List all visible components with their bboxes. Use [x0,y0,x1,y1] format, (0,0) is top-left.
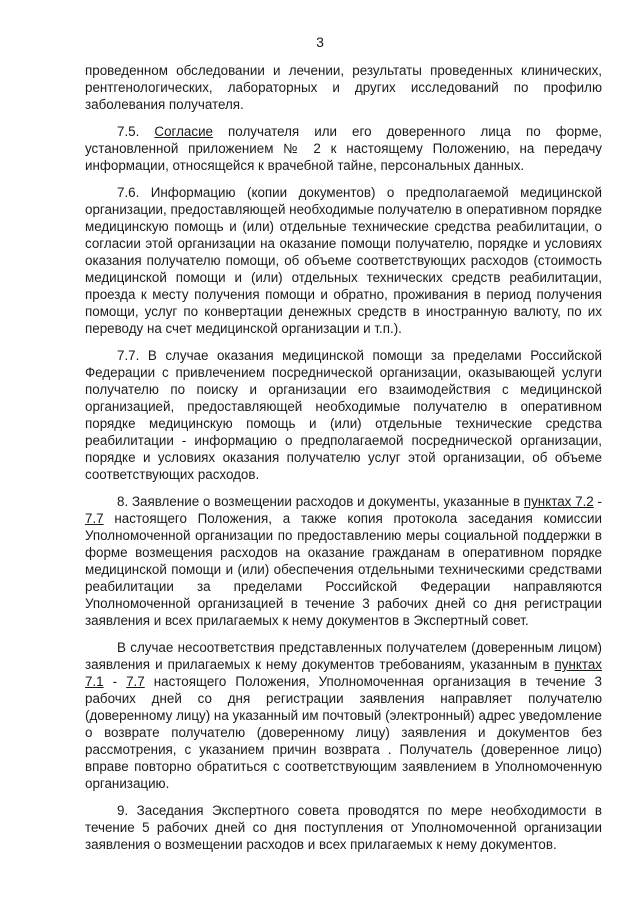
paragraph-7-7: 7.7. В случае оказания медицинской помощи за пределами Российской Федерации с привлечением посреднической организации, оказывающей услуги получателю по поиску и организации его взаимодействия с медицинской организацией, предоставляющей необходимые получателю в оперативном порядке медицинскую помощь и (или) отдельные технические средства реабилитации - информацию о предполагаемой посреднической организации, порядке и условиях оказания получателю услуг этой организации, об объеме соответствующих расходов. [85,348,602,482]
paragraph-7-5-number: 7.5. [117,124,155,139]
paragraph-8-dash: - [593,494,603,509]
consent-link[interactable]: Согласие [154,124,213,139]
paragraph-8-second-text-a: В случае несоответствия представленных получателем (доверенным лицом) заявления и прилагаемых к нему документов требованиям, указанным в [85,640,602,672]
paragraph-7-6: 7.6. Информацию (копии документов) о предполагаемой медицинской организации, предоставляющей необходимые получателю в оперативном порядке медицинскую помощь и (или) отдельные технические средства реабилитации, о согласии этой организации на оказание помощи получателю, порядке и условиях оказания получателю помощи, об объеме соответствующих расходов (стоимость медицинской помощи и (или) отдельных технических средств реабилитации, проезда к месту получения помощи и обратно, проживания в период получения помощи, услуг по конвертации денежных средств в иностранную валюту, по их переводу на счет медицинской организации и т.п.). [85,185,602,336]
link-item-7-7[interactable]: 7.7 [85,511,104,526]
paragraph-8-second-text-c: настоящего Положения, Уполномоченная организация в течение 3 рабочих дней со дня регистрации заявления направляет получателю (доверенному лицу) на указанный им почтовый (электронный) адрес уведомление о возврате получателю (доверенному лицу) заявления и документов без рассмотрения, с указанием причин возврата . Получатель (доверенное лицо) вправе повторно обратиться с соответствующим заявлением в Уполномоченную организацию. [85,674,602,791]
paragraph-8-text-a: 8. Заявление о возмещении расходов и документы, указанные в [117,494,524,509]
paragraph-7-5 [85,123,602,174]
link-item-7-7-second[interactable]: 7.7 [126,674,145,689]
paragraph-8-second [85,639,602,792]
document-body [85,62,602,853]
link-items-7-2[interactable]: пунктах 7.2 [523,494,594,509]
paragraph-8-text-c: настоящего Положения, а также копия протокола заседания комиссии Уполномоченной организации по предоставлению меры социальной поддержки в форме возмещения расходов на оказание гражданам в оперативном порядке медицинской помощи и (или) обеспечения отдельными техническими средствами реабилитации за пределами Российской Федерации направляются Уполномоченной организацией в течение 3 рабочих дней со дня регистрации заявления и всех прилагаемых к нему документов в Экспертный совет. [85,511,602,628]
paragraph-7-5-text: получателя или его доверенного лица по форме, установленной приложением № 2 к настоящему Положению, на передачу информации, относящейся к врачебной тайне, персональных данных. [85,124,603,173]
link-items-7-1[interactable]: пунктах 7.1 [85,657,602,689]
page-number: 3 [316,34,324,50]
paragraph-9: 9. Заседания Экспертного совета проводятся по мере необходимости в течение 5 рабочих дней со дня поступления от Уполномоченной организации заявления о возмещении расходов и всех прилагаемых к нему документов. [85,803,602,852]
paragraph-8 [85,493,602,629]
paragraph-8-second-dash: - [103,674,127,689]
paragraph-continuation: проведенном обследовании и лечении, результаты проведенных клинических, рентгенологических, лабораторных и других исследований по профилю заболевания получателя. [85,63,602,112]
